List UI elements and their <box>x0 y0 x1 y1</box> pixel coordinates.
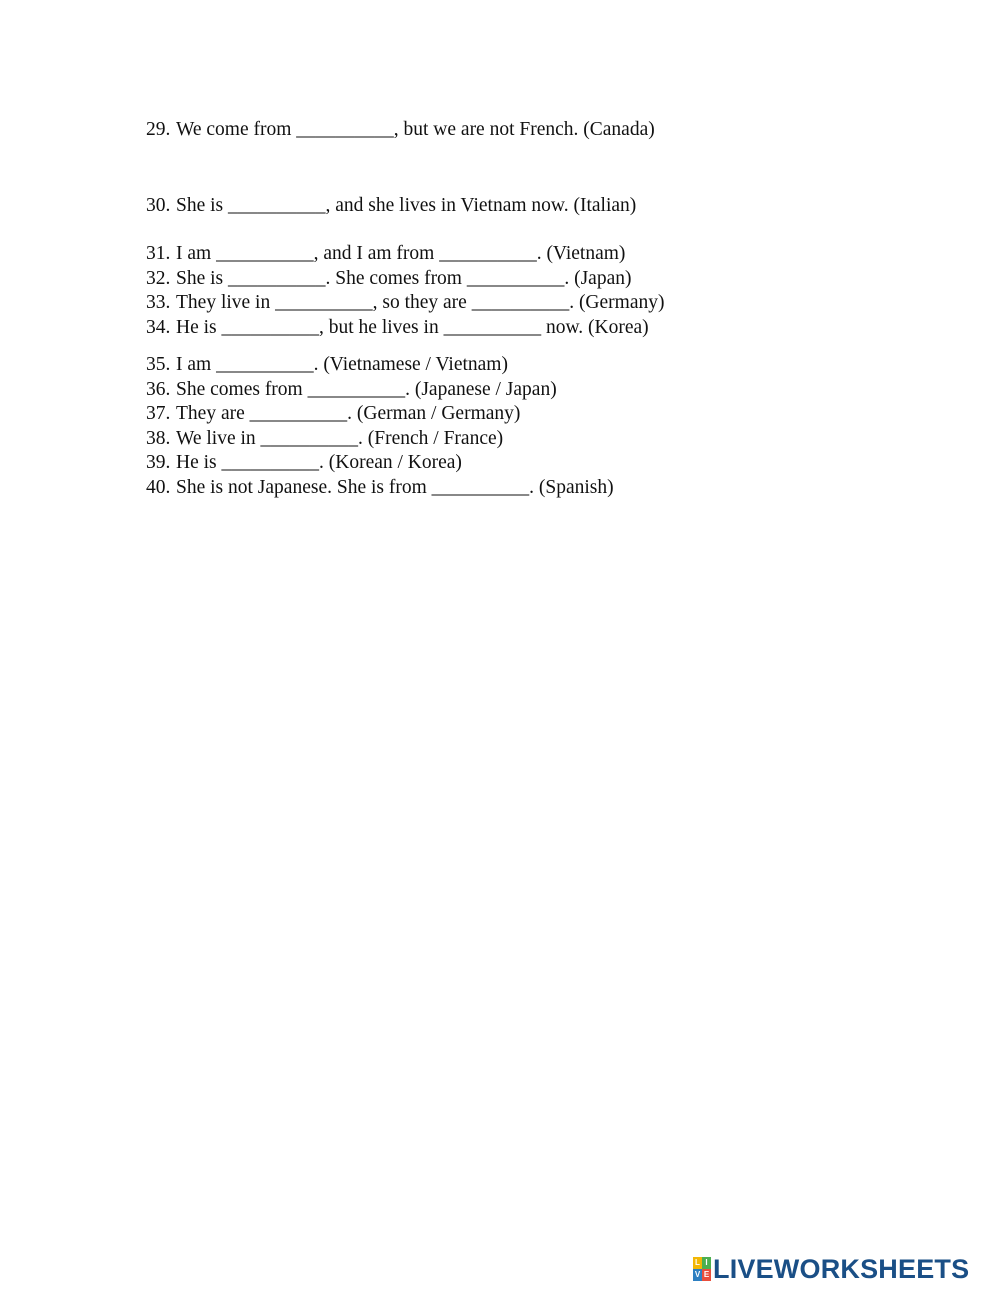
item-text: She is __________. She comes from __________. (Japan) <box>176 268 632 289</box>
item-text: We come from __________, but we are not French. (Canada) <box>176 119 655 140</box>
item-text: We live in __________. (French / France) <box>176 428 504 449</box>
logo-badge-icon: L I V E <box>694 1258 710 1279</box>
exercise-item-38 <box>146 427 503 451</box>
item-text: They are __________. (German / Germany) <box>176 403 521 424</box>
item-text: He is __________, but he lives in __________ now. (Korea) <box>176 317 649 338</box>
exercise-item-40 <box>146 476 614 500</box>
exercise-item-36 <box>146 378 557 402</box>
logo-text: LIVEWORKSHEETS <box>713 1254 970 1284</box>
item-number: 29. <box>146 119 171 140</box>
item-number: 35. <box>146 354 171 375</box>
exercise-item-29 <box>146 118 655 142</box>
item-number: 32. <box>146 268 171 289</box>
item-text: She comes from __________. (Japanese / Japan) <box>176 379 557 400</box>
exercise-item-37 <box>146 402 520 426</box>
exercise-item-31 <box>146 242 625 266</box>
item-text: She is __________, and she lives in Vietnam now. (Italian) <box>176 195 637 216</box>
item-number: 31. <box>146 243 171 264</box>
item-text: They live in __________, so they are __________. (Germany) <box>176 292 665 313</box>
item-text: He is __________. (Korean / Korea) <box>176 452 462 473</box>
item-text: She is not Japanese. She is from __________. (Spanish) <box>176 477 614 498</box>
exercise-item-34 <box>146 316 649 340</box>
item-number: 39. <box>146 452 171 473</box>
item-number: 30. <box>146 195 171 216</box>
exercise-item-39 <box>146 451 462 475</box>
liveworksheets-logo <box>693 1254 969 1284</box>
item-text: I am __________. (Vietnamese / Vietnam) <box>176 354 508 375</box>
exercise-item-35 <box>146 353 508 377</box>
exercise-item-33 <box>146 291 664 315</box>
item-number: 40. <box>146 477 171 498</box>
exercise-item-32 <box>146 267 632 291</box>
item-number: 36. <box>146 379 171 400</box>
item-number: 38. <box>146 428 171 449</box>
item-number: 33. <box>146 292 171 313</box>
item-number: 37. <box>146 403 171 424</box>
item-number: 34. <box>146 317 171 338</box>
exercise-item-30 <box>146 194 636 218</box>
item-text: I am __________, and I am from __________. (Vietnam) <box>176 243 626 264</box>
